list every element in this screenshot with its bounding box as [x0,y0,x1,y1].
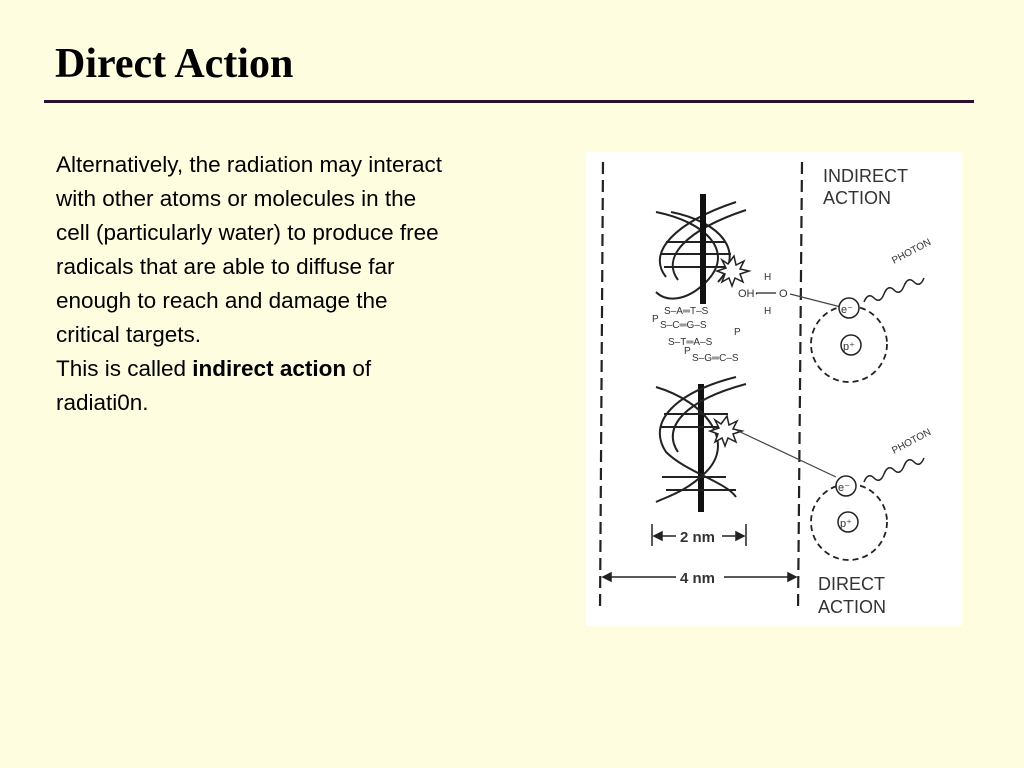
oxygen-label: O [779,288,788,300]
proton-label: p⁺ [843,341,855,353]
body-text [56,148,556,420]
base-pair: S–T═A–S [668,337,713,348]
photon-label: PHOTON [890,426,934,457]
paragraph-line: radiati0n. [56,390,149,415]
paragraph-line: Alternatively, the radiation may interact [56,152,443,177]
electron-label: e⁻ [838,482,850,494]
dna-axis-upper [700,194,706,304]
base-pair: S–G═C–S [692,353,739,364]
paragraph-line: enough to reach and damage the [56,288,388,313]
paragraph-line: critical targets. [56,322,202,347]
phosphate-label: P [652,314,659,325]
electron-label: e⁻ [841,304,853,316]
dna-radiation-figure [586,152,962,626]
damage-burst-upper [717,256,749,286]
title-divider [44,100,974,103]
photon-label: PHOTON [890,236,934,267]
hydrogen-label: H [764,306,772,317]
base-pair: S–C═G–S [660,320,707,331]
base-pair: S–A═T–S [664,306,709,317]
dimension-2nm-label: 2 nm [680,529,716,546]
base-pairs [652,306,741,364]
direct-label-1: DIRECT [818,574,885,594]
oh-radical-label: OH· [738,288,759,300]
direct-electron-path [736,430,836,477]
direct-label-2: ACTION [818,597,887,617]
paragraph-line: with other atoms or molecules in the [56,186,417,211]
bold-term: indirect action [192,356,347,381]
phosphate-label: P [684,346,691,357]
text-suffix: of [346,356,372,381]
paragraph-line: radicals that are able to diffuse far [56,254,395,279]
middle-dashed-boundary [798,162,802,612]
direct-photon-wave [864,458,924,482]
indirect-label-1: INDIRECT [823,166,908,186]
hydrogen-label: H [764,272,772,283]
indirect-electron-path [790,294,841,307]
dimension-4nm-label: 4 nm [680,570,716,587]
indirect-photon-wave [864,278,924,302]
text-prefix: This is called [56,356,193,381]
slide-title: Direct Action [55,41,294,87]
indirect-label-2: ACTION [823,188,892,208]
phosphate-label: P [734,327,741,338]
indirect-action-line [56,352,556,386]
paragraph-line: cell (particularly water) to produce free [56,220,439,245]
proton-label: p⁺ [840,518,852,530]
left-dashed-boundary [600,162,603,612]
